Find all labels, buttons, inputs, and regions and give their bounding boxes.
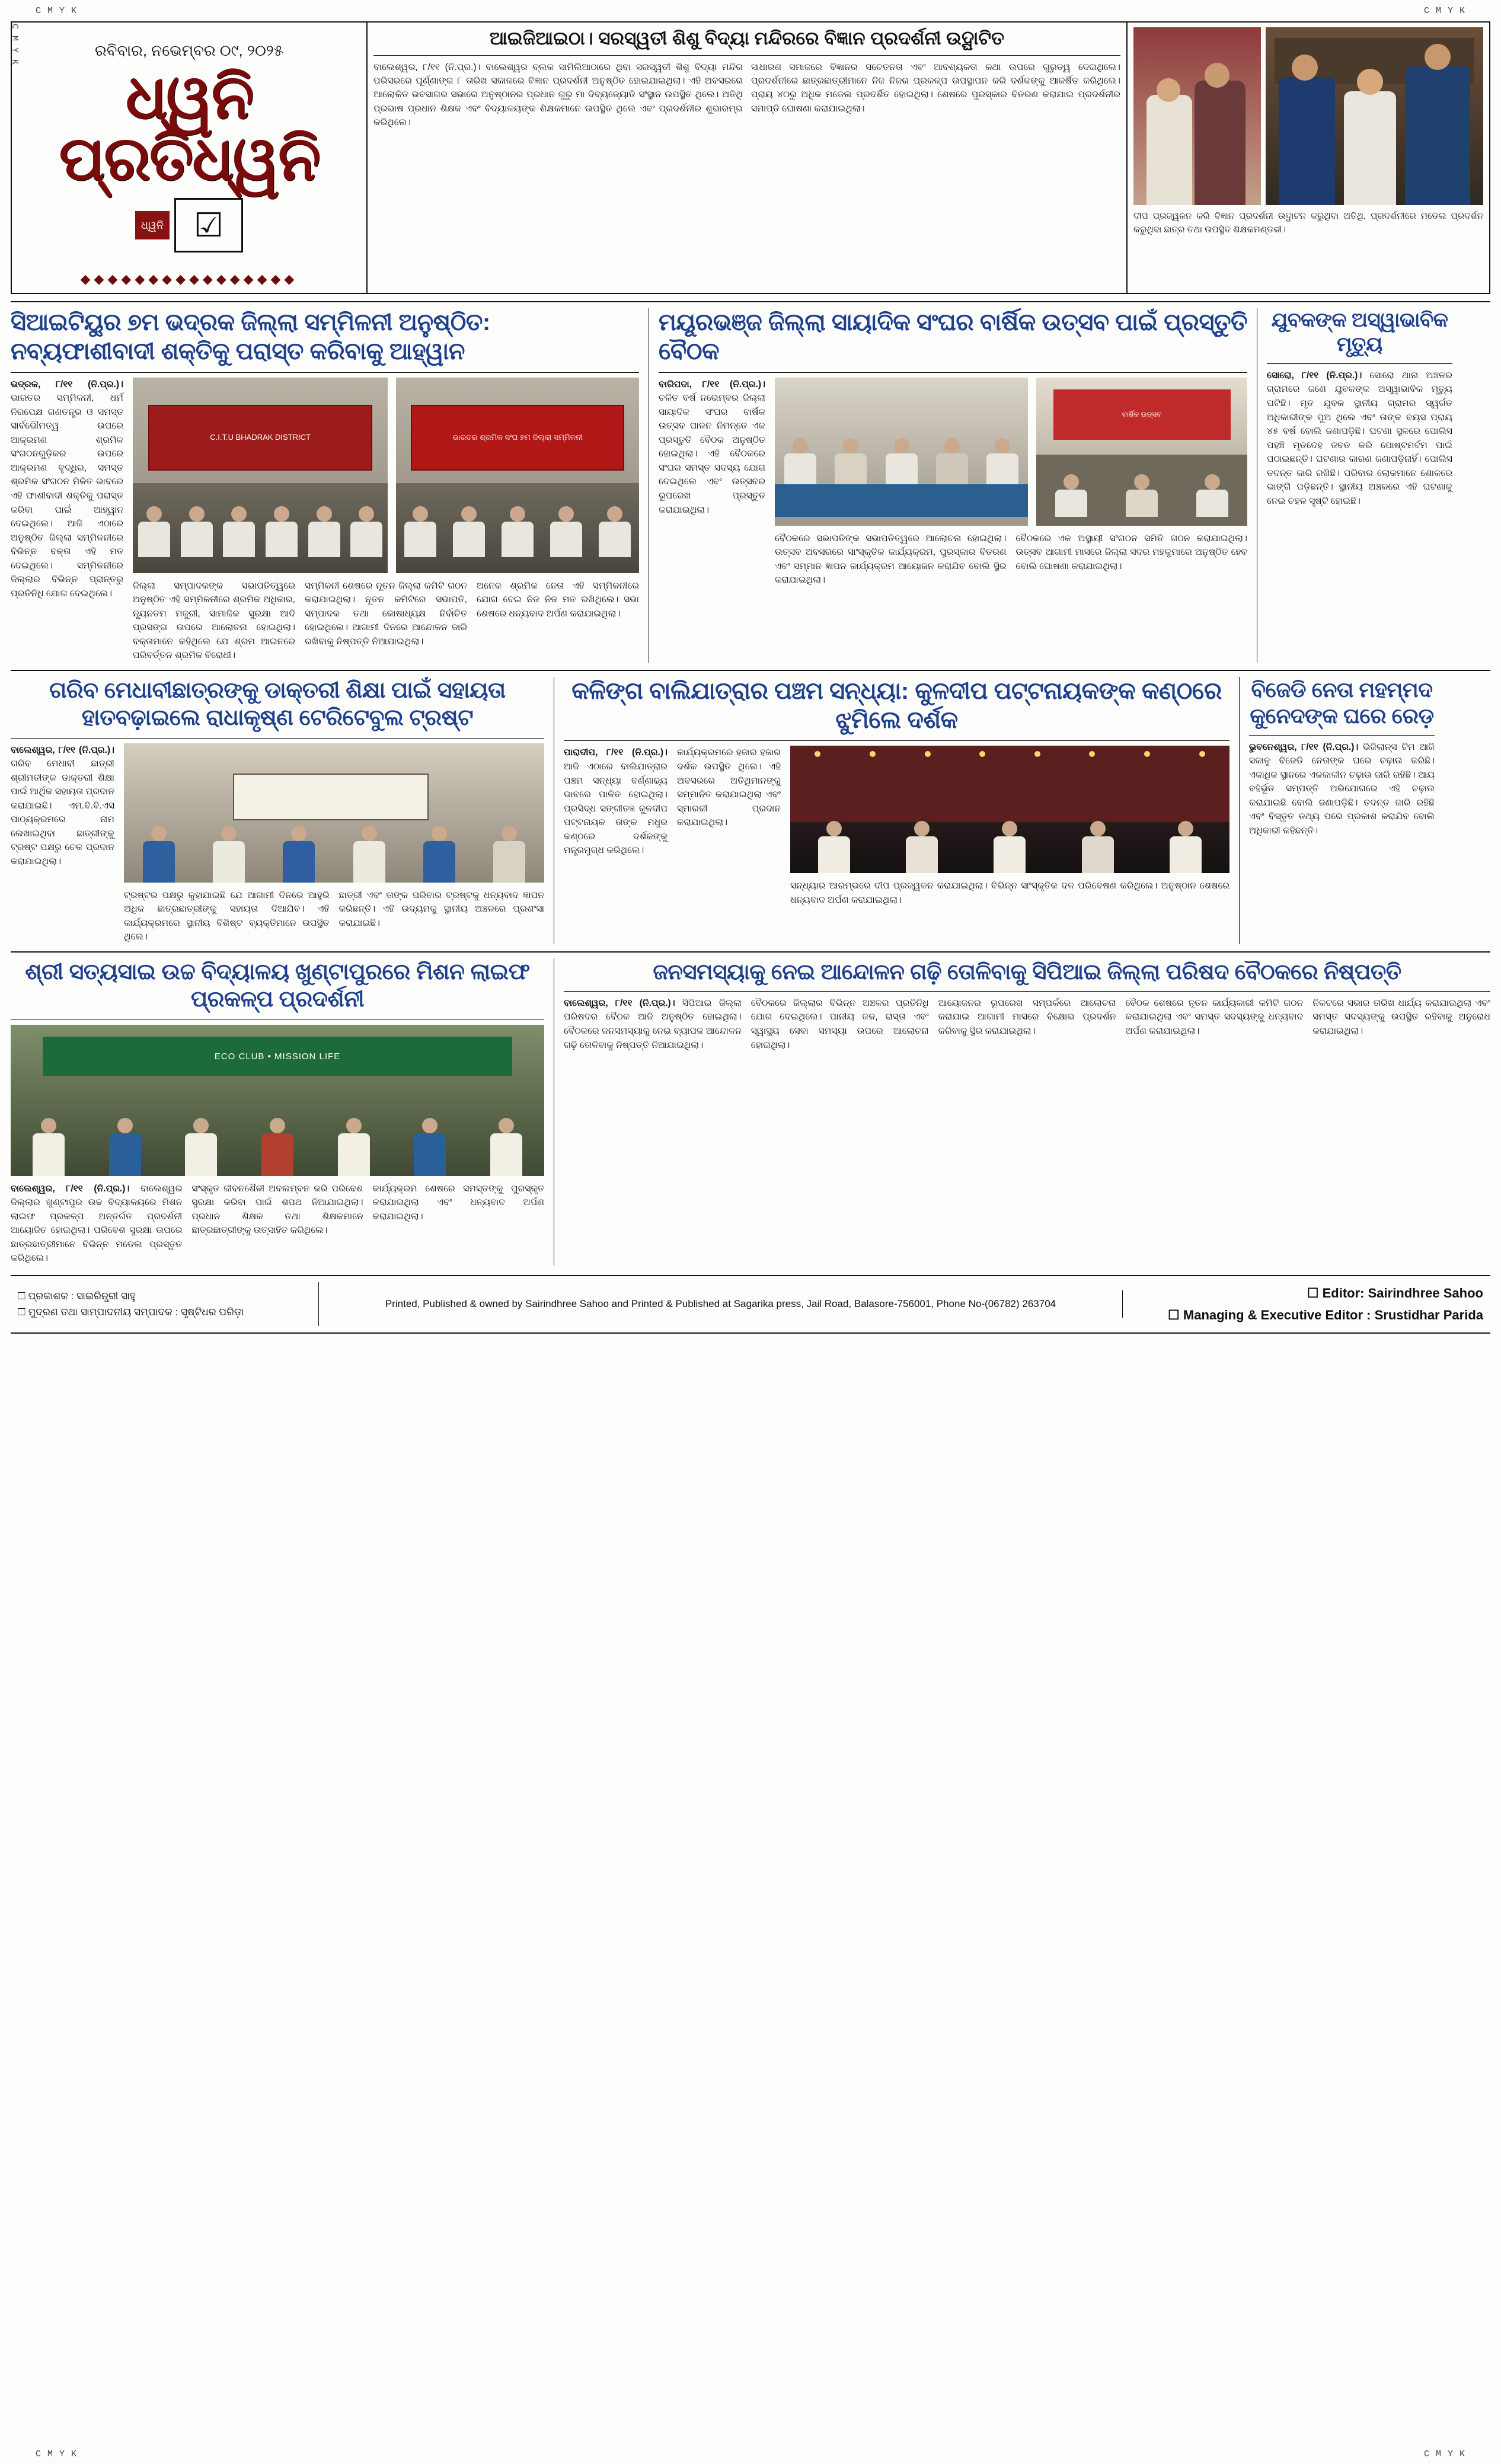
lead-photo-1 (1133, 27, 1261, 205)
story-medha (11, 677, 544, 944)
lead-photos (1133, 27, 1483, 205)
medha-rule (11, 738, 544, 739)
death-dateline: ସୋରୋ, ୮/୧୧ (ନି.ପ୍ର.)। (1267, 370, 1362, 381)
citu-dateline: ଭଦ୍ରକ, ୮/୧୧ (ନି.ପ୍ର.)। (11, 379, 123, 389)
citu-banner-text: C.I.T.U BHADRAK DISTRICT (148, 405, 373, 471)
band-2 (11, 308, 1490, 663)
newspaper-title: ଧ୍ୱନି ପ୍ରତିଧ୍ୱନି (59, 63, 320, 193)
masthead-brand (12, 23, 368, 293)
footer-editors (1123, 1276, 1490, 1332)
cpi-rule (564, 991, 1490, 992)
medha-dateline: ବାଲେଶ୍ୱର, ୮/୧୧ (ନି.ପ୍ର.)। (11, 744, 114, 755)
story-satyasai (11, 958, 544, 1265)
lead-photo-2 (1266, 27, 1483, 205)
registration-mark-bottom-left: C M Y K (36, 2449, 78, 2459)
medha-column-3: ଛାତ୍ରୀ ଏବଂ ତାଙ୍କ ପରିବାର ଟ୍ରଷ୍ଟକୁ ଧନ୍ୟବାଦ ଜ୍ଞାପନ କରିଛନ୍ତି। ଏହି ଉଦ୍ୟମକୁ ସ୍ଥାନୀୟ ଅଞ୍ଚଳରେ ପ୍ରଶଂସା କରାଯାଇଛି। (338, 890, 544, 928)
mayurbhanj-dateline: ବାରିପଦା, ୮/୧୧ (ନି.ପ୍ର.)। (659, 379, 765, 389)
citu-rule (11, 372, 639, 373)
death-headline: ଯୁବକଙ୍କ ଅସ୍ୱାଭାବିକ ମୃତ୍ୟୁ (1271, 309, 1448, 356)
medha-column-2: ଟ୍ରଷ୍ଟର ପକ୍ଷରୁ କୁହାଯାଇଛି ଯେ ଆଗାମୀ ଦିନରେ ଆହୁରି ଅଧିକ ଛାତ୍ରଛାତ୍ରୀଙ୍କୁ ସହାୟତା ଦିଆଯିବ। ଏହି କାର୍ଯ୍ୟକ୍ରମରେ ସ୍ଥାନୀୟ ବିଶିଷ୍ଟ ବ୍ୟକ୍ତିମାନେ ଉପସ୍ଥିତ ଥିଲେ। (124, 890, 330, 942)
citu-col1-text: ଭାରତର ସମ୍ମିଳନୀ, ଧର୍ମ ନିରପେକ୍ଷ ଗଣତନ୍ତ୍ର ଓ ସମସ୍ତ ସାର୍ବଭୌମତ୍ୱ ଉପରେ ଆକ୍ରମଣ ଶ୍ରମିକ ସଂଗଠନଗୁଡ଼ିକର ଉପରେ ଆକ୍ରମଣ ବୃଦ୍ଧିର, ସମସ୍ତ ଶ୍ରମିକ ସଂଗଠନ ମିଳିତ ଭାବରେ ଏହି ଫାଶୀବାଦୀ ଶକ୍ତିକୁ ପରାସ୍ତ କରିବା ପାଇଁ ଆହ୍ୱାନ ଦେଇଥିଲେ। ଆଜି ଏଠାରେ ଅନୁଷ୍ଠିତ ଜିଲ୍ଲା ସମ୍ମିଳନୀରେ ବିଭିନ୍ନ ବକ୍ତା ଏହି ମତ ଦେଇଥିଲେ। ସମ୍ମିଳନୀରେ ଜିଲ୍ଲାର ବିଭିନ୍ନ ପ୍ରାନ୍ତରୁ ପ୍ରତିନିଧି ଯୋଗ ଦେଇଥିଲେ। (11, 393, 123, 599)
lead-story (368, 23, 1128, 293)
cpi-column-3: ଆୟୋଜନର ରୂପରେଖ ସମ୍ପର୍କରେ ଆଲୋଚନା କରାଯାଇ ଆଗାମୀ ମାସରେ ବିକ୍ଷୋଭ ପ୍ରଦର୍ଶନ କରିବାକୁ ସ୍ଥିର କରାଯାଇଥିଲା। (938, 998, 1116, 1036)
satyasai-dateline: ବାଲେଶ୍ୱର, ୮/୧୧ (ନି.ପ୍ର.)। (11, 1183, 130, 1194)
mayurbhanj-column-1 (659, 378, 765, 587)
registration-mark-bottom-right: C M Y K (1423, 2449, 1465, 2459)
mayurbhanj-photos (775, 378, 1247, 526)
citu-column-3: ସମ୍ମିଳନୀ ଶେଷରେ ନୂତନ ଜିଲ୍ଲା କମିଟି ଗଠନ କରାଯାଇଥିଲା। ନୂତନ କମିଟିରେ ସଭାପତି, ସମ୍ପାଦକ ତଥା କୋଷାଧ୍ୟକ୍ଷ ନିର୍ବାଚିତ ହୋଇଥିଲେ। ଆଗାମୀ ଦିନରେ ଆନ୍ଦୋଳନ ଜାରି ରଖିବାକୁ ନିଷ୍ପତ୍ତି ନିଆଯାଇଥିଲା। (305, 580, 467, 647)
footer-imprint: Printed, Published & owned by Sairindhree Sahoo and Printed & Published at Sagarika press, Jail Road, Balasore-756001, Phone No-(06782) 263704 (319, 1290, 1123, 1318)
cpi-col1-text: ସିପିଆଇ ଜିଲ୍ଲା ପରିଷଦର ବୈଠକ ଆଜି ଅନୁଷ୍ଠିତ ହୋଇଥିଲା। ବୈଠକରେ ଜନସମସ୍ୟାକୁ ନେଇ ବ୍ୟାପକ ଆନ୍ଦୋଳନ ଗଢ଼ି ତୋଳିବାକୁ ନିଷ୍ପତ୍ତି ନିଆଯାଇଥିଲା। (564, 998, 742, 1050)
lead-column-1: ବାଲେଶ୍ୱର, ୮/୧୧ (ନି.ପ୍ର.)। ବାଲେଶ୍ୱର ବ୍ଲକ ସାମିଲିଆଠାରେ ଥିବା ସରସ୍ୱତୀ ଶିଶୁ ବିଦ୍ୟା ମନ୍ଦିର ପରିସରରେ ପୂର୍ଣ୍ଣାଙ୍ଗ ୮ ତାରିଖ ସକାଳରେ ବିଜ୍ଞାନ ପ୍ରଦର୍ଶନୀ ଅନୁଷ୍ଠିତ ହୋଇଯାଇଥିଲା। ଏହି ଅବସରରେ ଆଲୋକିତ ଭବସାଗର ସଭାରେ ଅନୁଷ୍ଠାନର ପ୍ରଧାନ ଗୁରୁ ମା ଦିବ୍ୟଜ୍ୟୋତି ସଂସ୍ଥାନ ଉପସ୍ଥିତ ଥିଲେ। ଅତିଥି ପ୍ରଭାଷ ପ୍ରଧାନ ଶିକ୍ଷକ ଏବଂ ବିଦ୍ୟାଳୟଙ୍କ ଶିକ୍ଷକମାନେ ଉପସ୍ଥିତ ଥିଲେ ଏବଂ ପ୍ରଦର୍ଶନୀର ଶୁଭାରମ୍ଭ କରିଥିଲେ। (373, 62, 743, 127)
satyasai-headline: ଶ୍ରୀ ସତ୍ୟସାଇ ଉଚ୍ଚ ବିଦ୍ୟାଳୟ ଖୁଣ୍ଟାପୁରରେ ମିଶନ ଲାଇଫ ପ୍ରକଳ୍ପ ପ୍ରଦର୍ଶନୀ (25, 959, 530, 1012)
section-divider-3 (11, 951, 1490, 953)
kalinga-dateline: ପାରାଦୀପ, ୮/୧୧ (ନି.ପ୍ର.)। (564, 747, 668, 758)
mayurbhanj-photo-2: ବାର୍ଷିକ ଉତ୍ସବ (1036, 378, 1247, 526)
satyasai-col1-text: ବାଲେଶ୍ୱର ଜିଲ୍ଲାର ଖୁଣ୍ଟାପୁର ଉଚ୍ଚ ବିଦ୍ୟାଳୟରେ ମିଶନ ଲାଇଫ ପ୍ରକଳ୍ପ ଅନ୍ତର୍ଗତ ପ୍ରଦର୍ଶନୀ ଆୟୋଜିତ ହୋଇଥିଲା। ପରିବେଶ ସୁରକ୍ଷା ଉପରେ ଛାତ୍ରଛାତ୍ରୀମାନେ ବିଭିନ୍ନ ମଡେଲ ପ୍ରସ୍ତୁତ କରିଥିଲେ। (11, 1183, 183, 1264)
citu-banner-text-2: ଭାରତର ଶ୍ରମିକ ସଂଘ ୭ମ ଜିଲ୍ଲା ସମ୍ମିଳନୀ (411, 405, 625, 471)
citu-column-2: ଜିଲ୍ଲା ସମ୍ପାଦକଙ୍କ ସଭାପତିତ୍ୱରେ ଅନୁଷ୍ଠିତ ଏହି ସମ୍ମିଳନୀରେ ଶ୍ରମିକ ଅଧିକାର, ନ୍ୟୂନତମ ମଜୁରୀ, ସାମାଜିକ ସୁରକ୍ଷା ଆଦି ପ୍ରସଙ୍ଗ ଉପରେ ଆଲୋଚନା ହୋଇଥିଲା। ବକ୍ତାମାନେ କହିଥିଲେ ଯେ ଶ୍ରମ ଆଇନରେ ପରିବର୍ତ୍ତନ ଶ୍ରମିକ ବିରୋଧୀ। (133, 580, 295, 661)
satyasai-banner-text: ECO CLUB • MISSION LIFE (43, 1037, 512, 1076)
mayurbhanj-column-3: ବୈଠକରେ ଏକ ଅସ୍ଥାୟୀ ସଂଗଠନ ସମିତି ଗଠନ କରାଯାଇଥିଲା। ଉତ୍ସବ ଆଗାମୀ ମାସରେ ଜିଲ୍ଲା ସଦର ମହକୁମାରେ ଅନୁଷ୍ଠିତ ହେବ ବୋଲି ଘୋଷଣା କରାଯାଇଥିଲା। (1015, 533, 1247, 571)
satyasai-column-2: ସଂସ୍କୃତ ଜୀବନଶୈଳୀ ଅବଲମ୍ବନ କରି ପରିବେଶ ସୁରକ୍ଷା କରିବା ପାଇଁ ଶପଥ ନିଆଯାଇଥିଲା। ପ୍ରଧାନ ଶିକ୍ଷକ ତଥା ଶିକ୍ଷକମାନେ ଛାତ୍ରଛାତ୍ରୀଙ୍କୁ ଉତ୍ସାହିତ କରିଥିଲେ। (191, 1183, 363, 1236)
cpi-dateline: ବାଲେଶ୍ୱର, ୮/୧୧ (ନି.ପ୍ର.)। (564, 998, 675, 1008)
medha-col1-text: ଗରିବ ମେଧାବୀ ଛାତ୍ରୀ ଶ୍ରୀମତୀଙ୍କ ଡାକ୍ତରୀ ଶିକ୍ଷା ପାଇଁ ଆର୍ଥିକ ସହାୟତା ପ୍ରଦାନ କରାଯାଇଛି। ଏମ.ବି.ବି.ଏସ ପାଠ୍ୟକ୍ରମରେ ନାମ ଲେଖାଇଥିବା ଛାତ୍ରୀଙ୍କୁ ଟ୍ରଷ୍ଟ ପକ୍ଷରୁ ଚେକ ପ୍ରଦାନ କରାଯାଇଥିଲା। (11, 759, 115, 867)
lead-headline: ଆଇଜିଆଇଠା। ସରସ୍ୱତୀ ଶିଶୁ ବିଦ୍ୟା ମନ୍ଦିରରେ ବିଜ୍ଞାନ ପ୍ରଦର୍ଶନୀ ଉଦ୍ଘାଟିତ (373, 27, 1120, 56)
kalinga-column-2: କାର୍ଯ୍ୟକ୍ରମରେ ହଜାର ହଜାର ଦର୍ଶକ ଉପସ୍ଥିତ ଥିଲେ। ଏହି ଅବସରରେ ଅତିଥିମାନଙ୍କୁ ସମ୍ମାନିତ କରାଯାଇଥିଲା ଏବଂ ସ୍ମାରକୀ ପ୍ରଦାନ କରାଯାଇଥିଲା। (677, 747, 781, 828)
footer-publisher (11, 1282, 319, 1326)
kalinga-rule (564, 740, 1229, 741)
satyasai-column-3: କାର୍ଯ୍ୟକ୍ରମ ଶେଷରେ ସମସ୍ତଙ୍କୁ ପୁରସ୍କୃତ କରାଯାଇଥିଲା ଏବଂ ଧନ୍ୟବାଦ ଅର୍ପଣ କରାଯାଇଥିଲା। (372, 1183, 544, 1222)
bjd-dateline: ଭୁବନେଶ୍ୱର, ୮/୧୧ (ନି.ପ୍ର.)। (1249, 742, 1359, 752)
masthead-badge-row (20, 198, 358, 253)
brand-badge: ଧ୍ୱନି (135, 211, 170, 239)
medha-column-1 (11, 743, 114, 944)
lead-photo-caption: ଦୀପ ପ୍ରଜ୍ୱଳନ କରି ବିଜ୍ଞାନ ପ୍ରଦର୍ଶନୀ ଉଦ୍ଘାଟନ କରୁଥିବା ଅତିଥି, ପ୍ରଦର୍ଶନୀରେ ମଡେଲ ପ୍ରଦର୍ଶନ କରୁଥିବା ଛାତ୍ର ତଥା ଉପସ୍ଥିତ ଶିକ୍ଷକମଣ୍ଡଳୀ। (1133, 211, 1483, 235)
masthead (11, 21, 1490, 294)
citu-column-4: ଅନେକ ଶ୍ରମିକ ନେତା ଏହି ସମ୍ମିଳନୀରେ ଯୋଗ ଦେଇ ନିଜ ନିଜ ମତ ରଖିଥିଲେ। ସଭା ଶେଷରେ ଧନ୍ୟବାଦ ଅର୍ପଣ କରାଯାଇଥିଲା। (477, 580, 639, 619)
footer-publisher-line-2: ☐ ମୁଦ୍ରଣ ତଥା ସାମ୍ପାଦନୀୟ ସମ୍ପାଦକ : ସୃଷ୍ଟିଧର ପରିଡ଼ା (18, 1306, 244, 1318)
story-mayurbhanj (649, 308, 1247, 663)
band-3 (11, 677, 1490, 944)
footer-managing-editor-line: ☐ Managing & Executive Editor : Srustidhar Parida (1168, 1308, 1483, 1323)
cpi-column-5: ନିକଟରେ ସଭାର ତାରିଖ ଧାର୍ଯ୍ୟ କରାଯାଇଥିଲା ଏବଂ ସମସ୍ତ ସଦସ୍ୟଙ୍କୁ ଉପସ୍ଥିତ ରହିବାକୁ ଅନୁରୋଧ କରାଯାଇଥିଲା। (1312, 998, 1490, 1036)
medha-headline: ଗରିବ ମେଧାବୀଛାତ୍ରଙ୍କୁ ଡାକ୍ତରୀ ଶିକ୍ଷା ପାଇଁ ସହାୟତା ହାତବଢ଼ାଇଲେ ରାଧାକୃଷ୍ଣ ଟେରିଟେବୁଲ ଟ୍ରଷ୍ଟ (49, 677, 506, 731)
lead-photo-group (1128, 23, 1489, 293)
cpi-headline: ଜନସମସ୍ୟାକୁ ନେଇ ଆନ୍ଦୋଳନ ଗଢ଼ି ତୋଳିବାକୁ ସିପିଆଇ ଜିଲ୍ଲା ପରିଷଦ ବୈଠକରେ ନିଷ୍ପତ୍ତି (653, 959, 1401, 984)
citu-photo-2 (396, 378, 639, 573)
death-body-text: ସୋରୋ ଥାନା ଅଞ୍ଚଳର ଗ୍ରାମରେ ଜଣେ ଯୁବକଙ୍କ ଅସ୍ୱାଭାବିକ ମୃତ୍ୟୁ ଘଟିଛି। ମୃତ ଯୁବକ ସ୍ଥାନୀୟ ଗ୍ରାମର ସ୍ୱର୍ଗତ ଅଧିକାରୀଙ୍କ ପୁଅ ଥିଲେ ଏବଂ ତାଙ୍କ ବୟସ ପ୍ରାୟ ୪୫ ବର୍ଷ ବୋଲି ଜଣାପଡ଼ିଛି। ଘଟଣା ସ୍ଥଳରେ ପୋଲିସ ପହଞ୍ଚି ମୃତଦେହ ଜବତ କରି ପୋଷ୍ଟମର୍ଟମ ପାଇଁ ପଠାଇଛନ୍ତି। ଘଟଣାର କାରଣ ଜଣାପଡ଼ିନାହିଁ। ପୋଲିସ ତଦନ୍ତ ଜାରି ରଖିଛି। ପରିବାର ଲୋକମାନେ ଶୋକରେ ଭାଙ୍ଗି ପଡ଼ିଛନ୍ତି। ସ୍ଥାନୀୟ ଅଞ୍ଚଳରେ ଏହି ଘଟଣାକୁ ନେଇ ଚହଳ ସୃଷ୍ଟି ହୋଇଛି। (1267, 370, 1452, 506)
registration-mark-top-right: C M Y K (1423, 6, 1465, 16)
registration-mark-top-left: C M Y K (36, 6, 78, 16)
page-footer (11, 1275, 1490, 1334)
mayurbhanj-rule (659, 372, 1247, 373)
registration-mark-side: C M Y K (9, 24, 20, 66)
footer-editor-line: ☐ Editor: Sairindhree Sahoo (1307, 1285, 1483, 1300)
citu-headline: ସିଆଇଟିୟୁର ୭ମ ଭଦ୍ରକ ଜିଲ୍ଲା ସମ୍ମିଳନୀ ଅନୁଷ୍ଠିତ: ନବ୍ୟଫାଶୀବାଦୀ ଶକ୍ତିକୁ ପରାସ୍ତ କରିବାକୁ ଆହ୍ୱାନ (11, 309, 490, 365)
kalinga-column-1 (564, 746, 668, 907)
publication-date: ରବିବାର, ନଭେମ୍ବର ୦୯, ୨୦୨୫ (95, 41, 283, 59)
mayurbhanj-column-2: ବୈଠକରେ ସଭାପତିଙ୍କ ସଭାପତିତ୍ୱରେ ଆଲୋଚନା ହୋଇଥିଲା। ଉତ୍ସବ ଅବସରରେ ସାଂସ୍କୃତିକ କାର୍ଯ୍ୟକ୍ରମ, ପୁରସ୍କାର ବିତରଣ ଏବଂ ସମ୍ମାନ ଜ୍ଞାପନ କାର୍ଯ୍ୟକ୍ରମ ଆୟୋଜନ କରାଯିବ ବୋଲି ସ୍ଥିର କରାଯାଇଥିଲା। (775, 533, 1007, 586)
satyasai-photo (11, 1025, 544, 1176)
medha-photo (124, 743, 544, 883)
bjd-rule (1249, 735, 1435, 736)
kalinga-column-3: ସନ୍ଧ୍ୟାର ଆରମ୍ଭରେ ଦୀପ ପ୍ରଜ୍ୱଳନ କରାଯାଇଥିଲା। ବିଭିନ୍ନ ସାଂସ୍କୃତିକ ଦଳ ପରିବେଷଣ କରିଥିଲେ। ଅନୁଷ୍ଠାନ ଶେଷରେ ଧନ୍ୟବାଦ ଅର୍ପଣ କରାଯାଇଥିଲା। (790, 881, 1229, 906)
mayurbhanj-col1-text: ଚଳିତ ବର୍ଷ ନଭେମ୍ବର ଜିଲ୍ଲା ସାୟାଦିକ ସଂଘର ବାର୍ଷିକ ଉତ୍ସବ ପାଳନ ନିମନ୍ତେ ଏକ ପ୍ରସ୍ତୁତି ବୈଠକ ଅନୁଷ୍ଠିତ ହୋଇଥିଲା। ଏହି ବୈଠକରେ ସଂଘର ସମସ୍ତ ସଦସ୍ୟ ଯୋଗ ଦେଇଥିଲେ ଏବଂ ଉତ୍ସବର ରୂପରେଖ ପ୍ରସ୍ତୁତ କରାଯାଇଥିଲା। (659, 393, 765, 515)
lead-column-2: ସାଧାରଣ ସମାଜରେ ବିଜ୍ଞାନର ସଚେତନତା ଏବଂ ଆବଶ୍ୟକତା କଥା ଉପରେ ଗୁରୁତ୍ୱ ଦେଇଥିଲେ। ପ୍ରଦର୍ଶନୀରେ ଛାତ୍ରଛାତ୍ରୀମାନେ ନିଜ ନିଜର ପ୍ରକଳ୍ପ ଉପସ୍ଥାପନ କରି ଦର୍ଶକଙ୍କୁ ଆକର୍ଷିତ କରିଥିଲେ। ପ୍ରାୟ ୪୦ରୁ ଅଧିକ ମଡେଲ ପ୍ରଦର୍ଶିତ ହୋଇଥିଲା। ଶେଷରେ ପୁରସ୍କାର ବିତରଣ କରାଯାଇ ପ୍ରଦର୍ଶନୀର ସମାପ୍ତି ଘୋଷଣା କରାଯାଇଥିଲା। (751, 62, 1120, 114)
bjd-headline: ବିଜେଡି ନେତା ମହମ୍ମଦ କୁନେଦଙ୍କ ଘରେ ରେଡ଼ (1250, 677, 1434, 728)
checkbox-icon: ☑ (174, 198, 243, 253)
death-body (1267, 369, 1452, 508)
kalinga-col1-text: ଆଜି ଏଠାରେ ବାଲିଯାତ୍ରାର ପଞ୍ଚମ ସନ୍ଧ୍ୟା ବର୍ଣ୍ଣାଢ୍ୟ ଭାବରେ ପାଳିତ ହୋଇଥିଲା। ପ୍ରସିଦ୍ଧ ସଙ୍ଗୀତଜ୍ଞ କୁଳଦୀପ ପଟ୍ଟନାୟକ ତାଙ୍କ ମଧୁର କଣ୍ଠରେ ଦର୍ଶକଙ୍କୁ ମନ୍ତ୍ରମୁଗ୍ଧ କରିଥିଲେ। (564, 762, 668, 856)
cpi-column-2: ବୈଠକରେ ଜିଲ୍ଲାର ବିଭିନ୍ନ ଅଞ୍ଚଳର ପ୍ରତିନିଧି ଯୋଗ ଦେଇଥିଲେ। ପାନୀୟ ଜଳ, ରାସ୍ତା ଏବଂ ସ୍ୱାସ୍ଥ୍ୟ ସେବା ସମସ୍ୟା ଉପରେ ଆଲୋଚନା ହୋଇଥିଲା। (750, 998, 929, 1050)
section-divider-1 (11, 301, 1490, 302)
section-divider-2 (11, 670, 1490, 671)
citu-photo-1 (133, 378, 388, 573)
footer-publisher-line-1: ☐ ପ୍ରକାଶକ : ସାଇରିନ୍ଧ୍ରୀ ସାହୁ (18, 1290, 136, 1302)
story-bjd (1239, 677, 1435, 944)
death-rule (1267, 363, 1452, 364)
kalinga-headline: କଳିଙ୍ଗ ବାଲିଯାତ୍ରାର ପଞ୍ଚମ ସନ୍ଧ୍ୟା: କୁଳଦୀପ ପଟ୍ଟନାୟକଙ୍କ କଣ୍ଠରେ ଝୁମିଲେ ଦର୍ଶକ (571, 677, 1222, 733)
mayurbhanj-photo-1 (775, 378, 1028, 526)
mayurbhanj-headline: ମୟୂରଭଞ୍ଜ ଜିଲ୍ଲା ସାୟାଦିକ ସଂଘର ବାର୍ଷିକ ଉତ୍ସବ ପାଇଁ ପ୍ରସ୍ତୁତି ବୈଠକ (659, 309, 1248, 365)
story-citu (11, 308, 639, 663)
cpi-column-1 (564, 996, 742, 1052)
story-death (1257, 308, 1452, 663)
story-cpi (554, 958, 1490, 1265)
bjd-body (1249, 740, 1435, 838)
bjd-body-text: ଭିଜିଲାନ୍ସ ଟିମ ଆଜି ସକାଳୁ ବିଜେଡି ନେତାଙ୍କ ଘରେ ଚଢ଼ାଉ କରିଛି। ଏକାଧିକ ସ୍ଥାନରେ ଏକକାଳୀନ ଚଢ଼ାଉ ଜାରି ରହିଛି। ଆୟ ବହିର୍ଭୂତ ସମ୍ପତ୍ତି ଅଭିଯୋଗରେ ଏହି ଚଢ଼ାଉ କରାଯାଇଛି ବୋଲି ଜଣାପଡ଼ିଛି। ତଦନ୍ତ ଜାରି ରହିଛି ଏବଂ ବିସ୍ତୃତ ତଥ୍ୟ ପରେ ପ୍ରକାଶ କରାଯିବ ବୋଲି ଅଧିକାରୀ କହିଛନ୍ତି। (1249, 742, 1435, 836)
band-4 (11, 958, 1490, 1265)
satyasai-column-1 (11, 1182, 182, 1265)
story-kalinga (554, 677, 1229, 944)
citu-photos (133, 378, 639, 573)
lead-body (373, 60, 1120, 288)
citu-column-1 (11, 378, 123, 663)
decorative-diamond-rule: ◆◆◆◆◆◆◆◆◆◆◆◆◆◆◆◆ (80, 271, 298, 286)
cpi-column-4: ବୈଠକ ଶେଷରେ ନୂତନ କାର୍ଯ୍ୟକାରୀ କମିଟି ଗଠନ କରାଯାଇଥିଲା ଏବଂ ସମସ୍ତ ସଦସ୍ୟଙ୍କୁ ଧନ୍ୟବାଦ ଅର୍ପଣ କରାଯାଇଥିଲା। (1125, 998, 1304, 1036)
kalinga-photo (790, 746, 1229, 873)
